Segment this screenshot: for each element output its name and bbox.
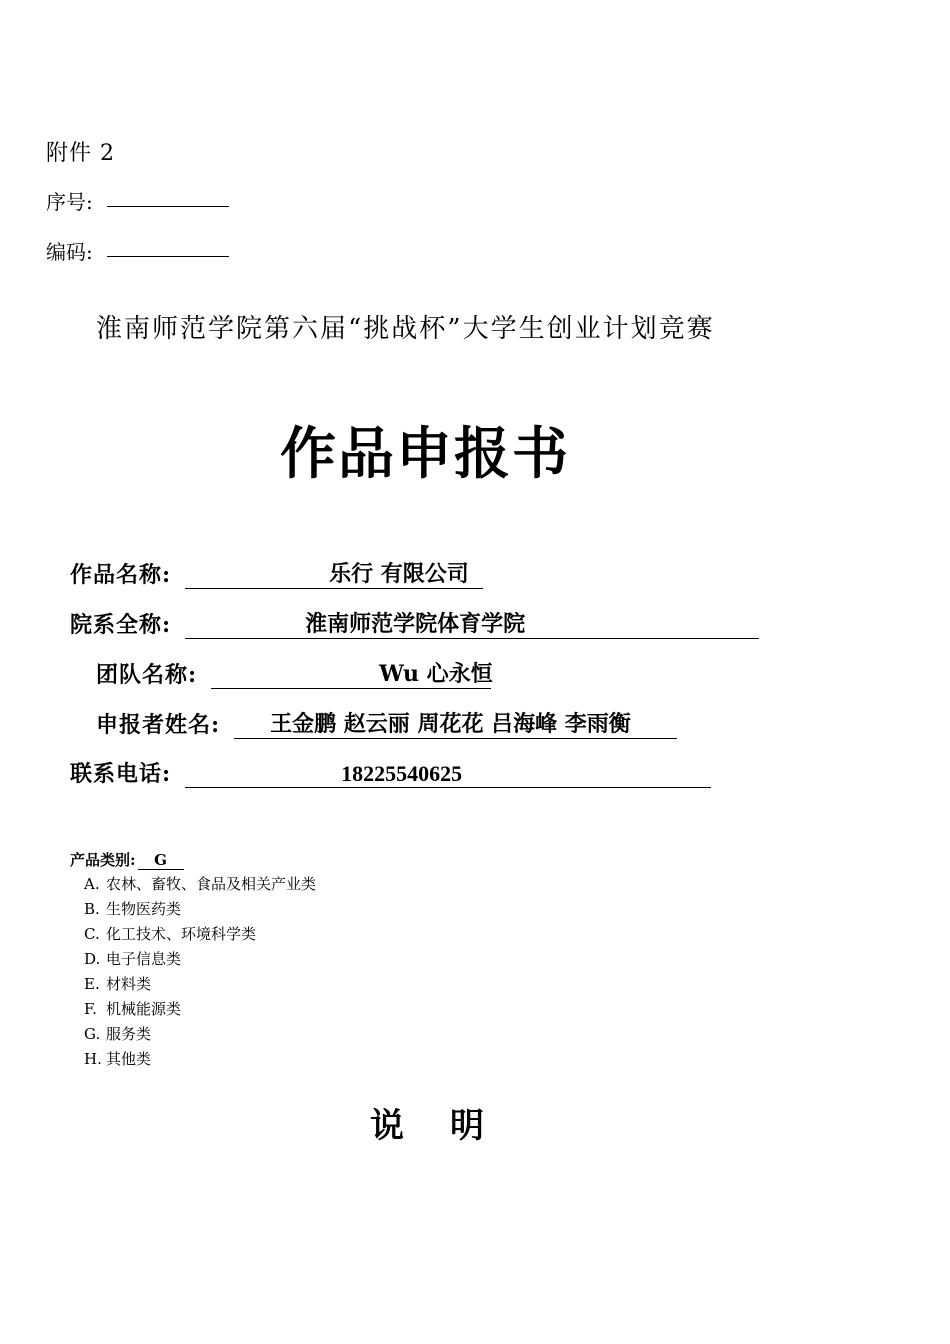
list-item (84, 997, 316, 1022)
product-category-label: 产品类别: (70, 851, 136, 869)
code-blank[interactable] (107, 255, 229, 257)
product-category-value[interactable]: G (138, 851, 184, 870)
category-options-list (84, 872, 316, 1072)
team-name-field (96, 658, 491, 689)
work-name-label: 作品名称: (70, 562, 172, 588)
option-text: 生物医药类 (106, 900, 182, 918)
applicants-field (96, 708, 677, 739)
list-item (84, 897, 316, 922)
list-item (84, 872, 316, 897)
serial-number-label: 序号: (46, 190, 93, 214)
list-item (84, 1047, 316, 1072)
department-value: 淮南师范学院体育学院 (305, 611, 526, 637)
department-line[interactable] (185, 610, 759, 639)
option-letter: E. (84, 975, 100, 993)
work-name-value: 乐行 有限公司 (329, 561, 469, 587)
list-item (84, 922, 316, 947)
phone-value: 18225540625 (341, 761, 463, 786)
option-text: 材料类 (106, 975, 152, 993)
option-text: 化工技术、环境科学类 (106, 925, 257, 943)
serial-number-row (46, 186, 229, 215)
option-text: 电子信息类 (106, 950, 182, 968)
code-label: 编码: (46, 240, 93, 264)
option-letter: B. (84, 900, 100, 918)
option-letter: F. (84, 1000, 97, 1018)
team-name-value: Wu 心永恒 (379, 661, 493, 687)
option-letter: G. (84, 1025, 101, 1043)
option-letter: C. (84, 925, 100, 943)
option-text: 机械能源类 (106, 1000, 182, 1018)
department-label: 院系全称: (70, 612, 172, 638)
option-letter: D. (84, 950, 101, 968)
applicants-line[interactable] (234, 710, 677, 739)
serial-number-blank[interactable] (107, 205, 229, 207)
phone-line[interactable] (185, 759, 711, 788)
section-heading: 说明 (370, 1106, 530, 1146)
applicants-value: 王金鹏 赵云丽 周花花 吕海峰 李雨衡 (270, 711, 631, 737)
work-name-line[interactable] (185, 560, 483, 589)
phone-field (70, 757, 711, 788)
team-name-label: 团队名称: (96, 662, 198, 688)
team-name-line[interactable] (211, 660, 491, 689)
list-item (84, 947, 316, 972)
option-text: 农林、畜牧、食品及相关产业类 (106, 875, 317, 893)
phone-label: 联系电话: (70, 761, 172, 787)
contest-title: 淮南师范学院第六届“挑战杯”大学生创业计划竞赛 (96, 314, 715, 344)
product-category (70, 849, 184, 870)
document-title: 作品申报书 (280, 421, 570, 487)
list-item (84, 1022, 316, 1047)
applicants-label: 申报者姓名: (96, 712, 221, 738)
option-letter: A. (84, 875, 100, 893)
option-text: 其他类 (106, 1050, 152, 1068)
work-name-field (70, 558, 483, 589)
attachment-label: 附件 2 (46, 141, 115, 166)
code-row (46, 236, 229, 265)
option-letter: H. (84, 1050, 102, 1068)
option-text: 服务类 (106, 1025, 152, 1043)
department-field (70, 608, 759, 639)
list-item (84, 972, 316, 997)
